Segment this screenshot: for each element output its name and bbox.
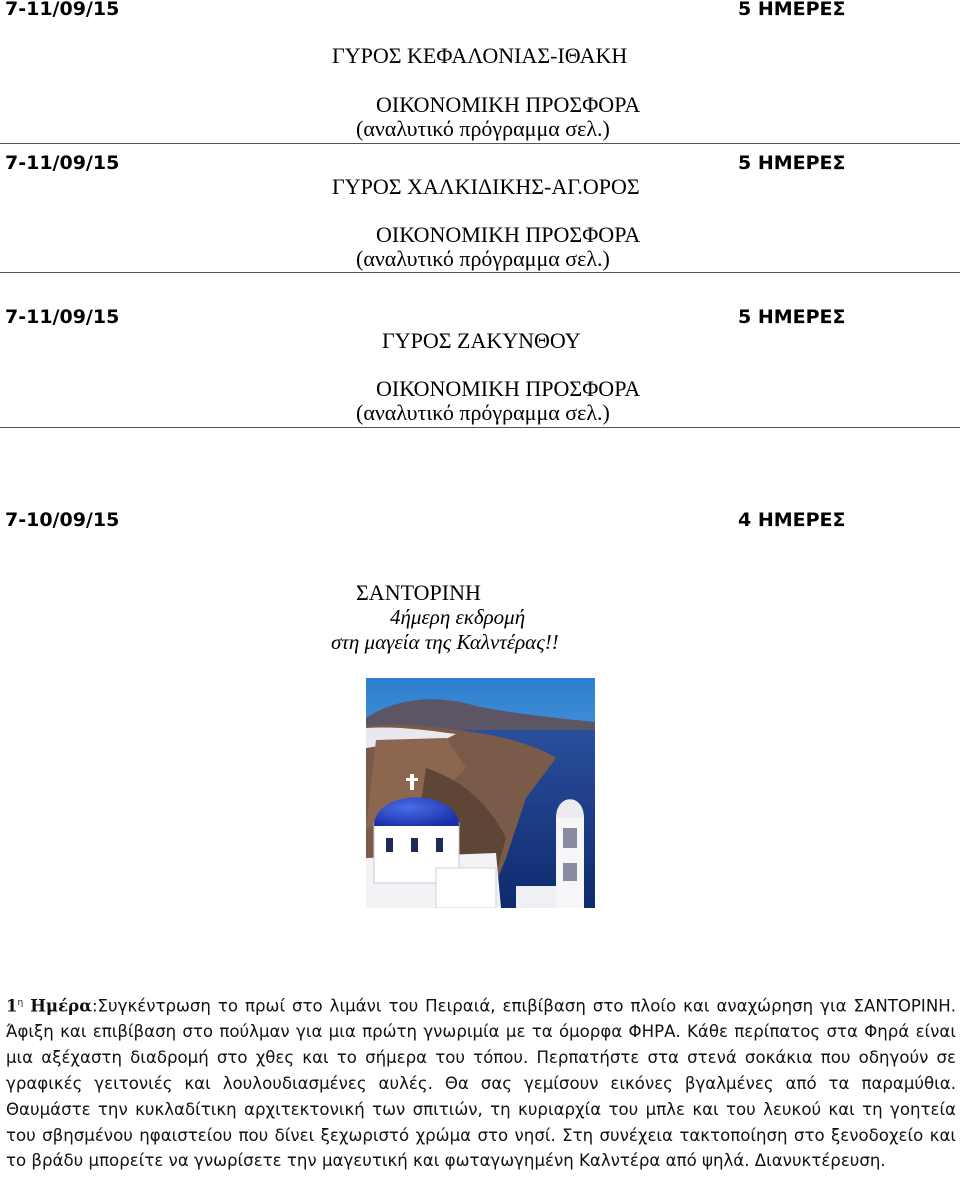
santorini-photo [366, 678, 595, 908]
day-text: :Συγκέντρωση το πρωί στο λιμάνι του Πειραιά, επιβίβαση στο πλοίο και αναχώρηση για ΣΑΝΤΟΡΙΝΗ. Άφιξη και επιβίβαση στο πούλμαν για μια πρώτη γνωριμία με τα όμορφα ΦΗΡΑ. Κάθε περίπατος στα Φηρά είναι μια αξέχαστη διαδρομή στο χθες και το σήμερα του τόπου. Περπατήστε στα στενά σοκάκια που οδηγούν σε γραφικές γειτονιές και λουλουδιασμένες αυλές. Θα σας γεμίσουν εικόνες βγαλμένες από τα παραμύθια. Θαυμάστε την κυκλαδίτικη αρχιτεκτονική των σπιτιών, τη κυριαρχία του μπλε και του λευκού και τη γοητεία του σβησμένου ηφαιστείου που δίνει ξεχωριστό χρώμα στο νησί. Στη συνέχεια τακτοποίηση στο ξενοδοχείο και το βράδυ μπορείτε να γνωρίσετε την μαγευτική και φωταγωγημένη Καλντέρα από ψηλά. Διανυκτέρευση. [6, 996, 956, 1171]
section-3-title: ΓΥΡΟΣ ΖΑΚΥΝΘΟΥ [382, 328, 581, 353]
section-2-date: 7-11/09/15 [5, 152, 120, 174]
section-1-program: (αναλυτικό πρόγραμμα σελ.) [356, 116, 610, 141]
section-3-duration: 5 ΗΜΕΡΕΣ [738, 306, 846, 328]
section-2-duration: 5 ΗΜΕΡΕΣ [738, 152, 846, 174]
section-1-title: ΓΥΡΟΣ ΚΕΦΑΛΟΝΙΑΣ-ΙΘΑΚΗ [332, 43, 628, 68]
santorini-subtitle: 4ήμερη εκδρομή [390, 605, 526, 629]
section-2-offer: ΟΙΚΟΝΟΜΙΚΗ ΠΡΟΣΦΟΡΑ [376, 222, 641, 247]
divider [0, 143, 960, 144]
day-1-description [6, 991, 956, 1174]
day-number: 1 [6, 995, 18, 1016]
section-1-date: 7-11/09/15 [5, 0, 120, 20]
section-1-offer: ΟΙΚΟΝΟΜΙΚΗ ΠΡΟΣΦΟΡΑ [376, 92, 641, 117]
section-1-duration: 5 ΗΜΕΡΕΣ [738, 0, 846, 20]
day-ordinal-suffix: η [17, 998, 24, 1008]
section-3-program: (αναλυτικό πρόγραμμα σελ.) [356, 400, 610, 425]
section-3-date: 7-11/09/15 [5, 306, 120, 328]
santorini-date: 7-10/09/15 [5, 509, 120, 531]
divider [0, 427, 960, 428]
section-2-program: (αναλυτικό πρόγραμμα σελ.) [356, 246, 610, 271]
santorini-tagline: στη μαγεία της Καλντέρας!! [331, 630, 559, 654]
santorini-duration: 4 ΗΜΕΡΕΣ [738, 509, 846, 531]
section-3-offer: ΟΙΚΟΝΟΜΙΚΗ ΠΡΟΣΦΟΡΑ [376, 376, 641, 401]
day-label: Ημέρα [30, 995, 92, 1016]
divider [0, 272, 960, 273]
section-2-title: ΓΥΡΟΣ ΧΑΛΚΙΔΙΚΗΣ-ΑΓ.ΟΡΟΣ [332, 174, 640, 199]
santorini-title: ΣΑΝΤΟΡΙΝΗ [356, 580, 481, 605]
